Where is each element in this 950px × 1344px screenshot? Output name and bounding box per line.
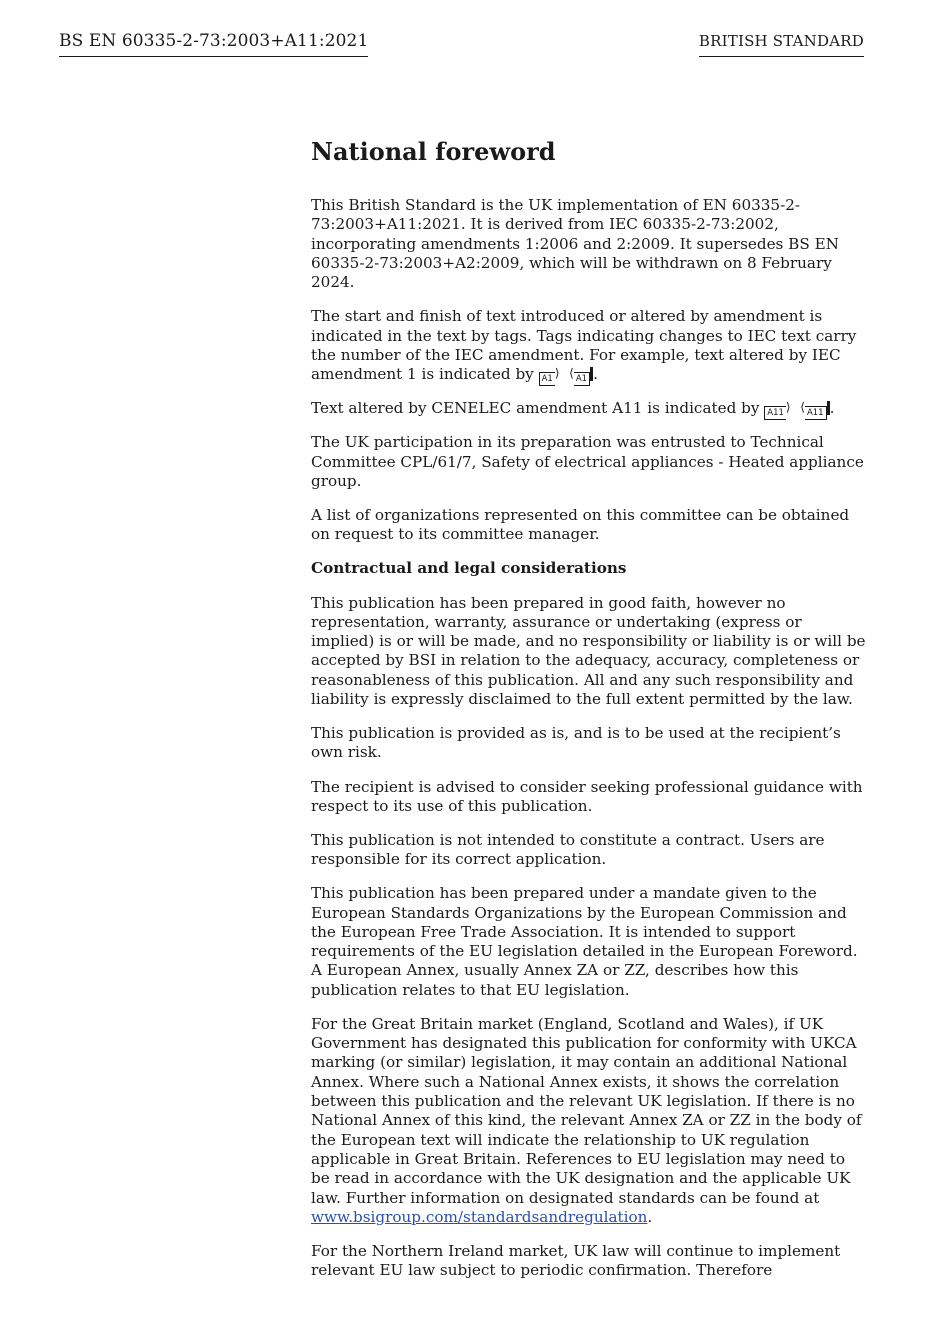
bsi-standards-link[interactable]: www.bsigroup.com/standardsandregulation <box>311 1207 648 1226</box>
period: . <box>647 1207 653 1226</box>
paragraph-good-faith: This publication has been prepared in good faith, however no representation, warranty, assurance or undertaking (express or implied) is or will be made, and no responsibility or liability is or will be accepted by BSI in relation to the adequacy, accuracy, completeness or reasonableness of this publication. All and any such responsibility and liability is expressly disclaimed to the full extent permitted by the law. <box>311 593 866 709</box>
paragraph-great-britain <box>311 1015 867 1227</box>
paragraph-as-is: This publication is provided as is, and is to be used at the recipient’s own risk. <box>311 724 841 762</box>
paragraph-northern-ireland: For the Northern Ireland market, UK law will continue to implement relevant EU law subject to periodic confirmation. Therefore <box>311 1241 841 1280</box>
period: . <box>593 365 598 384</box>
paragraph-not-contract: This publication is not intended to constitute a contract. Users are responsible for its correct application. <box>311 830 825 869</box>
header-series-label: BRITISH STANDARD <box>699 32 864 57</box>
paragraph-text: For the Great Britain market (England, Scotland and Wales), if UK Government has designated this publication for conformity with UKCA marking (or similar) legislation, it may contain an additional National Annex. Where such a National Annex exists, it shows the correlation between this publication and the relevant UK legislation. If there is no National Annex of this kind, the relevant Annex ZA or ZZ in the body of the European text will indicate the relationship to UK regulation applicable in Great Britain. References to EU legislation may need to be read in accordance with the UK designation and the applicable UK law. Further information on designated standards can be found at <box>311 1014 862 1207</box>
paragraph-committee-list: A list of organizations represented on this committee can be obtained on request to its committee manager. <box>311 506 850 544</box>
page-title: National foreword <box>311 137 556 166</box>
amendment-start-tag-a1: A1 ⟩ <box>539 367 560 381</box>
amendment-start-tag-a11: A11 ⟩ <box>764 401 790 415</box>
subheading-contractual: Contractual and legal considerations <box>311 559 627 578</box>
paragraph-guidance: The recipient is advised to consider seeking professional guidance with respect to its use of this publication. <box>311 777 863 815</box>
amendment-end-tag-a11: ⟨ A11 <box>800 401 829 415</box>
foreword-body <box>311 137 867 1295</box>
period: . <box>829 399 835 418</box>
header-document-id: BS EN 60335-2-73:2003+A11:2021 <box>59 31 368 57</box>
paragraph-text: Text altered by CENELEC amendment A11 is indicated by <box>311 399 760 418</box>
paragraph-cenelec-tags <box>311 399 867 418</box>
paragraph-text: The start and finish of text introduced or altered by amendment is indicated in the text by tags. Tags indicating changes to IEC text carry the number of the IEC amendment. For example, text altered by IEC amendment 1 is indicated by <box>311 307 857 384</box>
paragraph-uk-participation: The UK participation in its preparation was entrusted to Technical Committee CPL/61/7, Safety of electrical appliances - Heated appliance group. <box>311 433 864 490</box>
paragraph-implementation: This British Standard is the UK implementation of EN 60335-2-73:2003+A11:2021. It is derived from IEC 60335-2-73:2002, incorporating amendments 1:2006 and 2:2009. It supersedes BS EN 60335-2-73:2003+A2:2009, which will be withdrawn on 8 February 2024. <box>311 196 839 292</box>
paragraph-mandate: This publication has been prepared under a mandate given to the European Standards Organizations by the European Commission and the European Free Trade Association. It is intended to support requirements of the EU legislation detailed in the European Foreword. A European Annex, usually Annex ZA or ZZ, describes how this publication relates to that EU legislation. <box>311 884 858 999</box>
paragraph-amendment-tags <box>311 307 867 384</box>
amendment-end-tag-a1: ⟨ A1 <box>569 367 593 381</box>
